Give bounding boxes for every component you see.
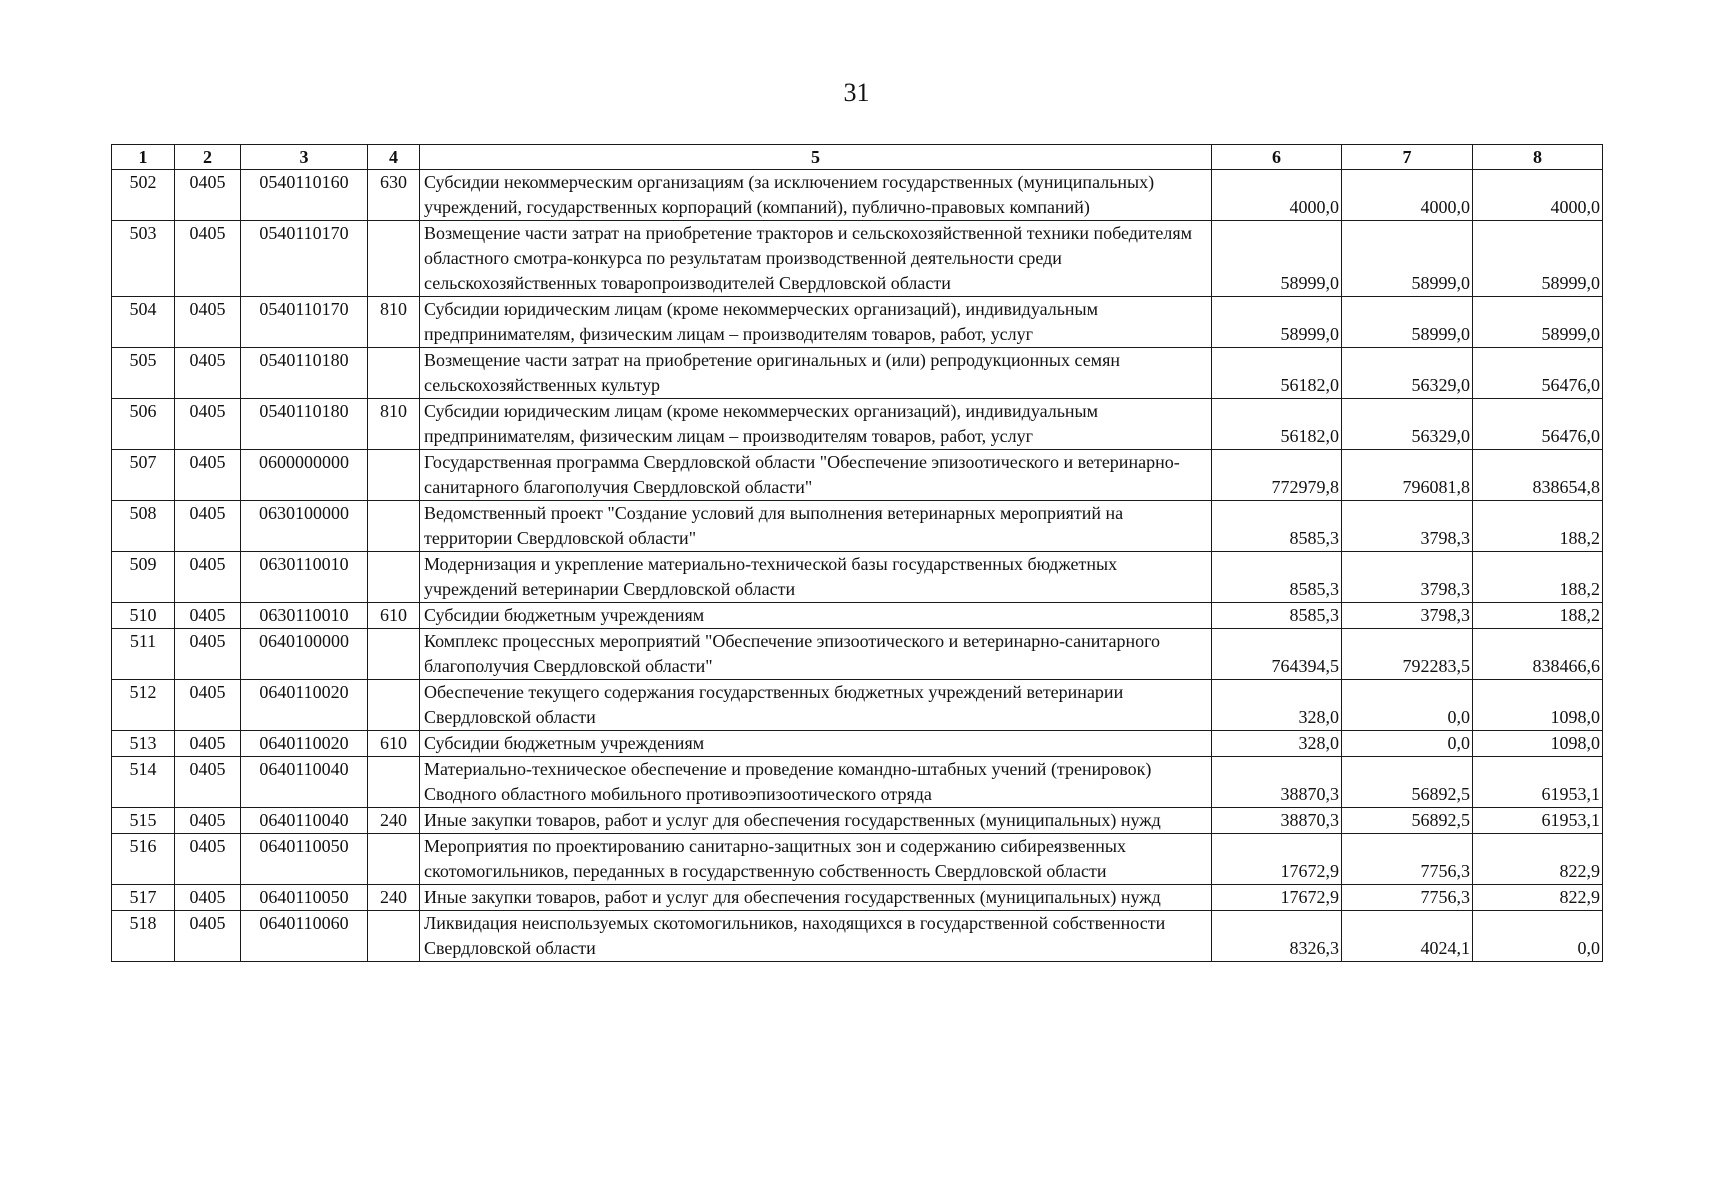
section-code-cell: 0405 bbox=[175, 731, 241, 757]
target-article-cell: 0630110010 bbox=[241, 603, 368, 629]
row-number-cell: 515 bbox=[112, 808, 175, 834]
item-name-cell: Субсидии некоммерческим организациям (за исключением государственных (муниципальных) учреждений, государственных корпораций (компаний), публично-правовых компаний) bbox=[420, 170, 1212, 221]
expense-type-cell: 240 bbox=[368, 808, 420, 834]
page-number: 31 bbox=[843, 78, 870, 107]
amount-col7-cell: 7756,3 bbox=[1342, 834, 1473, 885]
item-name-cell: Обеспечение текущего содержания государственных бюджетных учреждений ветеринарии Свердловской области bbox=[420, 680, 1212, 731]
header-row bbox=[112, 145, 1603, 170]
table-row bbox=[112, 170, 1603, 221]
section-code-cell: 0405 bbox=[175, 501, 241, 552]
section-code-cell: 0405 bbox=[175, 757, 241, 808]
row-number-cell: 516 bbox=[112, 834, 175, 885]
target-article-cell: 0640110040 bbox=[241, 808, 368, 834]
amount-col8-cell: 0,0 bbox=[1473, 911, 1603, 962]
expense-type-cell bbox=[368, 680, 420, 731]
amount-col7-cell: 7756,3 bbox=[1342, 885, 1473, 911]
item-name-cell: Комплекс процессных мероприятий "Обеспечение эпизоотического и ветеринарно-санитарного благополучия Свердловской области" bbox=[420, 629, 1212, 680]
expense-type-cell bbox=[368, 834, 420, 885]
amount-col7-cell: 3798,3 bbox=[1342, 552, 1473, 603]
table-row bbox=[112, 629, 1603, 680]
target-article-cell: 0630100000 bbox=[241, 501, 368, 552]
amount-col7-cell: 792283,5 bbox=[1342, 629, 1473, 680]
row-number-cell: 508 bbox=[112, 501, 175, 552]
item-name-cell: Модернизация и укрепление материально-технической базы государственных бюджетных учреждений ветеринарии Свердловской области bbox=[420, 552, 1212, 603]
amount-col8-cell: 822,9 bbox=[1473, 885, 1603, 911]
header-cell-8: 8 bbox=[1473, 145, 1603, 170]
row-number-cell: 505 bbox=[112, 348, 175, 399]
target-article-cell: 0640110050 bbox=[241, 834, 368, 885]
item-name-cell: Материально-техническое обеспечение и проведение командно-штабных учений (тренировок) Сводного областного мобильного противоэпизоотического отряда bbox=[420, 757, 1212, 808]
expense-type-cell bbox=[368, 221, 420, 297]
section-code-cell: 0405 bbox=[175, 834, 241, 885]
target-article-cell: 0600000000 bbox=[241, 450, 368, 501]
row-number-cell: 513 bbox=[112, 731, 175, 757]
amount-col6-cell: 56182,0 bbox=[1212, 348, 1342, 399]
row-number-cell: 502 bbox=[112, 170, 175, 221]
amount-col7-cell: 796081,8 bbox=[1342, 450, 1473, 501]
target-article-cell: 0540110160 bbox=[241, 170, 368, 221]
target-article-cell: 0540110180 bbox=[241, 399, 368, 450]
expense-type-cell bbox=[368, 552, 420, 603]
section-code-cell: 0405 bbox=[175, 680, 241, 731]
table-row bbox=[112, 885, 1603, 911]
row-number-cell: 512 bbox=[112, 680, 175, 731]
row-number-cell: 504 bbox=[112, 297, 175, 348]
section-code-cell: 0405 bbox=[175, 808, 241, 834]
table-row bbox=[112, 680, 1603, 731]
header-cell-2: 2 bbox=[175, 145, 241, 170]
expense-type-cell bbox=[368, 348, 420, 399]
expense-type-cell bbox=[368, 629, 420, 680]
table-row bbox=[112, 808, 1603, 834]
amount-col8-cell: 838654,8 bbox=[1473, 450, 1603, 501]
amount-col7-cell: 56892,5 bbox=[1342, 808, 1473, 834]
amount-col7-cell: 0,0 bbox=[1342, 680, 1473, 731]
amount-col6-cell: 8585,3 bbox=[1212, 603, 1342, 629]
amount-col6-cell: 8585,3 bbox=[1212, 552, 1342, 603]
amount-col8-cell: 188,2 bbox=[1473, 501, 1603, 552]
amount-col6-cell: 58999,0 bbox=[1212, 221, 1342, 297]
section-code-cell: 0405 bbox=[175, 297, 241, 348]
item-name-cell: Возмещение части затрат на приобретение оригинальных и (или) репродукционных семян сельскохозяйственных культур bbox=[420, 348, 1212, 399]
section-code-cell: 0405 bbox=[175, 603, 241, 629]
section-code-cell: 0405 bbox=[175, 399, 241, 450]
row-number-cell: 517 bbox=[112, 885, 175, 911]
expense-type-cell: 630 bbox=[368, 170, 420, 221]
amount-col8-cell: 61953,1 bbox=[1473, 808, 1603, 834]
section-code-cell: 0405 bbox=[175, 348, 241, 399]
section-code-cell: 0405 bbox=[175, 450, 241, 501]
amount-col7-cell: 56329,0 bbox=[1342, 399, 1473, 450]
item-name-cell: Ликвидация неиспользуемых скотомогильников, находящихся в государственной собственности Свердловской области bbox=[420, 911, 1212, 962]
amount-col7-cell: 3798,3 bbox=[1342, 603, 1473, 629]
section-code-cell: 0405 bbox=[175, 221, 241, 297]
amount-col6-cell: 56182,0 bbox=[1212, 399, 1342, 450]
table-row bbox=[112, 552, 1603, 603]
table-row bbox=[112, 731, 1603, 757]
item-name-cell: Государственная программа Свердловской области "Обеспечение эпизоотического и ветеринарно-санитарного благополучия Свердловской области" bbox=[420, 450, 1212, 501]
amount-col6-cell: 17672,9 bbox=[1212, 834, 1342, 885]
amount-col6-cell: 38870,3 bbox=[1212, 808, 1342, 834]
table-row bbox=[112, 911, 1603, 962]
amount-col7-cell: 4000,0 bbox=[1342, 170, 1473, 221]
row-number-cell: 518 bbox=[112, 911, 175, 962]
target-article-cell: 0640100000 bbox=[241, 629, 368, 680]
section-code-cell: 0405 bbox=[175, 885, 241, 911]
amount-col6-cell: 328,0 bbox=[1212, 680, 1342, 731]
target-article-cell: 0640110060 bbox=[241, 911, 368, 962]
amount-col8-cell: 58999,0 bbox=[1473, 221, 1603, 297]
amount-col6-cell: 4000,0 bbox=[1212, 170, 1342, 221]
item-name-cell: Возмещение части затрат на приобретение тракторов и сельскохозяйственной техники победителям областного смотра-конкурса по результатам производственной деятельности среди сельскохозяйственных товаропроизводителей Свердловской области bbox=[420, 221, 1212, 297]
expense-type-cell: 240 bbox=[368, 885, 420, 911]
header-cell-7: 7 bbox=[1342, 145, 1473, 170]
row-number-cell: 507 bbox=[112, 450, 175, 501]
target-article-cell: 0640110040 bbox=[241, 757, 368, 808]
amount-col8-cell: 1098,0 bbox=[1473, 731, 1603, 757]
item-name-cell: Иные закупки товаров, работ и услуг для обеспечения государственных (муниципальных) нужд bbox=[420, 885, 1212, 911]
table-row bbox=[112, 221, 1603, 297]
amount-col7-cell: 56329,0 bbox=[1342, 348, 1473, 399]
target-article-cell: 0640110020 bbox=[241, 680, 368, 731]
target-article-cell: 0640110050 bbox=[241, 885, 368, 911]
budget-table bbox=[111, 144, 1603, 962]
table-body bbox=[112, 170, 1603, 962]
table-header bbox=[112, 145, 1603, 170]
target-article-cell: 0540110180 bbox=[241, 348, 368, 399]
amount-col8-cell: 188,2 bbox=[1473, 603, 1603, 629]
amount-col8-cell: 61953,1 bbox=[1473, 757, 1603, 808]
item-name-cell: Субсидии юридическим лицам (кроме некоммерческих организаций), индивидуальным предпринимателям, физическим лицам – производителям товаров, работ, услуг bbox=[420, 399, 1212, 450]
amount-col7-cell: 58999,0 bbox=[1342, 221, 1473, 297]
section-code-cell: 0405 bbox=[175, 911, 241, 962]
amount-col7-cell: 56892,5 bbox=[1342, 757, 1473, 808]
amount-col7-cell: 3798,3 bbox=[1342, 501, 1473, 552]
row-number-cell: 510 bbox=[112, 603, 175, 629]
item-name-cell: Субсидии бюджетным учреждениям bbox=[420, 731, 1212, 757]
table-row bbox=[112, 450, 1603, 501]
header-cell-4: 4 bbox=[368, 145, 420, 170]
table-row bbox=[112, 603, 1603, 629]
amount-col6-cell: 328,0 bbox=[1212, 731, 1342, 757]
amount-col8-cell: 822,9 bbox=[1473, 834, 1603, 885]
expense-type-cell: 610 bbox=[368, 731, 420, 757]
item-name-cell: Иные закупки товаров, работ и услуг для обеспечения государственных (муниципальных) нужд bbox=[420, 808, 1212, 834]
table-row bbox=[112, 348, 1603, 399]
item-name-cell: Субсидии бюджетным учреждениям bbox=[420, 603, 1212, 629]
target-article-cell: 0540110170 bbox=[241, 221, 368, 297]
amount-col7-cell: 4024,1 bbox=[1342, 911, 1473, 962]
amount-col8-cell: 838466,6 bbox=[1473, 629, 1603, 680]
header-cell-1: 1 bbox=[112, 145, 175, 170]
table-row bbox=[112, 297, 1603, 348]
amount-col6-cell: 58999,0 bbox=[1212, 297, 1342, 348]
amount-col8-cell: 58999,0 bbox=[1473, 297, 1603, 348]
row-number-cell: 509 bbox=[112, 552, 175, 603]
target-article-cell: 0630110010 bbox=[241, 552, 368, 603]
amount-col8-cell: 4000,0 bbox=[1473, 170, 1603, 221]
table-row bbox=[112, 834, 1603, 885]
amount-col6-cell: 772979,8 bbox=[1212, 450, 1342, 501]
target-article-cell: 0540110170 bbox=[241, 297, 368, 348]
amount-col7-cell: 58999,0 bbox=[1342, 297, 1473, 348]
amount-col8-cell: 56476,0 bbox=[1473, 348, 1603, 399]
amount-col7-cell: 0,0 bbox=[1342, 731, 1473, 757]
expense-type-cell bbox=[368, 911, 420, 962]
amount-col8-cell: 188,2 bbox=[1473, 552, 1603, 603]
target-article-cell: 0640110020 bbox=[241, 731, 368, 757]
expense-type-cell: 810 bbox=[368, 399, 420, 450]
item-name-cell: Субсидии юридическим лицам (кроме некоммерческих организаций), индивидуальным предпринимателям, физическим лицам – производителям товаров, работ, услуг bbox=[420, 297, 1212, 348]
table-row bbox=[112, 757, 1603, 808]
section-code-cell: 0405 bbox=[175, 629, 241, 680]
amount-col6-cell: 38870,3 bbox=[1212, 757, 1342, 808]
section-code-cell: 0405 bbox=[175, 552, 241, 603]
expense-type-cell bbox=[368, 757, 420, 808]
header-cell-3: 3 bbox=[241, 145, 368, 170]
expense-type-cell bbox=[368, 501, 420, 552]
row-number-cell: 511 bbox=[112, 629, 175, 680]
expense-type-cell: 810 bbox=[368, 297, 420, 348]
section-code-cell: 0405 bbox=[175, 170, 241, 221]
header-cell-5: 5 bbox=[420, 145, 1212, 170]
amount-col6-cell: 8326,3 bbox=[1212, 911, 1342, 962]
amount-col8-cell: 1098,0 bbox=[1473, 680, 1603, 731]
header-cell-6: 6 bbox=[1212, 145, 1342, 170]
table-row bbox=[112, 501, 1603, 552]
row-number-cell: 506 bbox=[112, 399, 175, 450]
table-row bbox=[112, 399, 1603, 450]
row-number-cell: 514 bbox=[112, 757, 175, 808]
amount-col6-cell: 17672,9 bbox=[1212, 885, 1342, 911]
row-number-cell: 503 bbox=[112, 221, 175, 297]
expense-type-cell: 610 bbox=[368, 603, 420, 629]
item-name-cell: Мероприятия по проектированию санитарно-защитных зон и содержанию сибиреязвенных скотомогильников, переданных в государственную собственность Свердловской области bbox=[420, 834, 1212, 885]
amount-col6-cell: 764394,5 bbox=[1212, 629, 1342, 680]
expense-type-cell bbox=[368, 450, 420, 501]
amount-col8-cell: 56476,0 bbox=[1473, 399, 1603, 450]
amount-col6-cell: 8585,3 bbox=[1212, 501, 1342, 552]
item-name-cell: Ведомственный проект "Создание условий для выполнения ветеринарных мероприятий на территории Свердловской области" bbox=[420, 501, 1212, 552]
